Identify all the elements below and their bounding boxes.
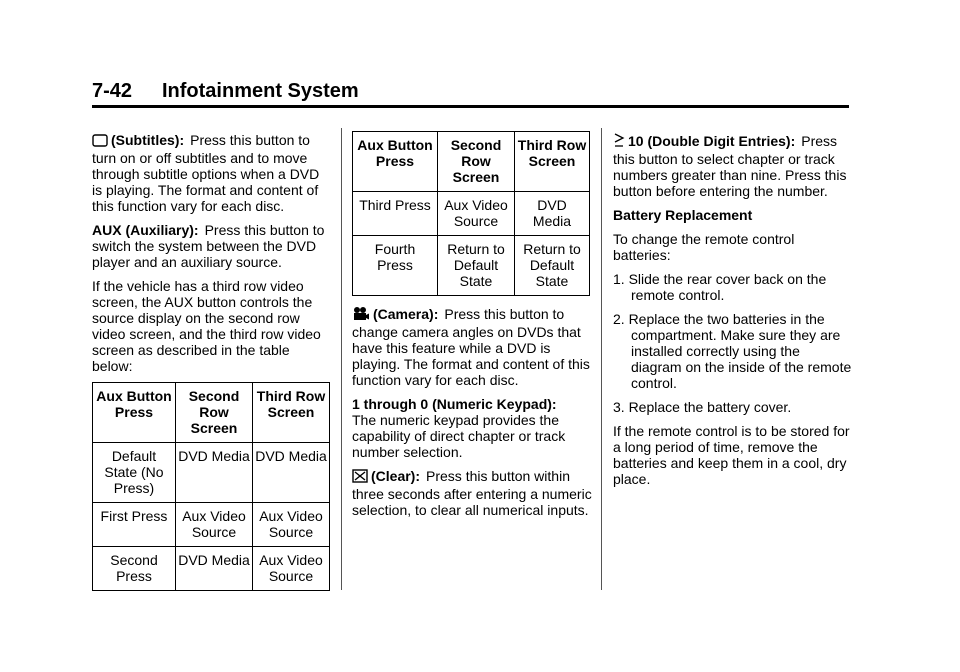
numeric-label: 1 through 0 (Numeric Keypad):	[352, 396, 557, 412]
aux-paragraph	[92, 222, 332, 270]
aux-label: AUX (Auxiliary):	[92, 222, 199, 238]
camera-paragraph	[352, 306, 592, 388]
table-cell: DVD Media	[253, 443, 330, 503]
table-row	[93, 547, 330, 591]
subtitles-text: Press this button to turn on or off subtitles and to move through subtitle options when a DVD is playing. The format and content of this function vary for each disc.	[92, 132, 320, 214]
camera-icon	[352, 306, 370, 324]
table-cell: DVD Media	[176, 443, 253, 503]
table-row	[353, 192, 590, 236]
subtitles-icon	[92, 134, 108, 150]
page-title: Infotainment System	[162, 80, 359, 102]
table-header-cell: Second Row Screen	[438, 132, 515, 192]
table-header-cell: Aux Button Press	[93, 383, 176, 443]
table-row	[93, 443, 330, 503]
column-divider-1	[341, 128, 342, 590]
table-row	[93, 503, 330, 547]
table-cell: Second Press	[93, 547, 176, 591]
column-2	[352, 131, 592, 526]
numeric-paragraph	[352, 396, 592, 460]
table-cell: Aux Video Source	[176, 503, 253, 547]
table-cell: First Press	[93, 503, 176, 547]
clear-label: (Clear):	[371, 468, 421, 484]
table-cell: Return to Default State	[515, 236, 590, 296]
table-cell: Third Press	[353, 192, 438, 236]
battery-intro: To change the remote control batteries:	[613, 231, 795, 263]
header-rule	[92, 105, 849, 108]
table-cell: Default State (No Press)	[93, 443, 176, 503]
double-digit-text: Press this button to select chapter or track numbers greater than nine. Press this button before entering the number.	[613, 133, 847, 199]
table-cell: Fourth Press	[353, 236, 438, 296]
table-cell: DVD Media	[176, 547, 253, 591]
double-digit-icon	[613, 132, 625, 151]
column-3	[613, 132, 853, 495]
numeric-text: The numeric keypad provides the capability of direct chapter or track number selection.	[352, 412, 566, 460]
table-cell: DVD Media	[515, 192, 590, 236]
camera-text: Press this button to change camera angles on DVDs that have this feature while a DVD is playing. The format and content of this function vary for each disc.	[352, 306, 590, 388]
page-number: 7-42	[92, 80, 133, 102]
subtitles-paragraph	[92, 132, 332, 214]
table-cell: Aux Video Source	[253, 503, 330, 547]
table-cell: Aux Video Source	[253, 547, 330, 591]
aux-text: Press this button to switch the system between the DVD player and an auxiliary source.	[92, 222, 325, 270]
table-header-cell: Aux Button Press	[353, 132, 438, 192]
storage-paragraph: If the remote control is to be stored for a long period of time, remove the batteries and keep them in a cool, dry place.	[613, 423, 850, 487]
table-header-row	[93, 383, 330, 443]
table-row	[353, 236, 590, 296]
aux-table-2	[352, 131, 590, 296]
table-header-cell: Second Row Screen	[176, 383, 253, 443]
table-header-cell: Third Row Screen	[253, 383, 330, 443]
double-digit-paragraph	[613, 132, 853, 199]
third-row-paragraph: If the vehicle has a third row video screen, the AUX button controls the source display on the second row video screen, and the third row video screen as described in the table below:	[92, 278, 321, 374]
list-item: 2. Replace the two batteries in the compartment. Make sure they are installed correctly using the diagram on the inside of the remote control.	[613, 311, 852, 391]
clear-text: Press this button within three seconds after entering a numeric selection, to clear all numerical inputs.	[352, 468, 592, 518]
battery-steps	[613, 271, 853, 415]
column-divider-2	[601, 128, 602, 590]
list-item: 1. Slide the rear cover back on the remote control.	[613, 271, 827, 303]
list-item: 3. Replace the battery cover.	[613, 399, 792, 415]
aux-table-1	[92, 382, 330, 591]
camera-label: (Camera):	[373, 306, 439, 322]
subtitles-label: (Subtitles):	[111, 132, 185, 148]
clear-paragraph	[352, 468, 592, 518]
column-1	[92, 132, 332, 601]
table-cell: Aux Video Source	[438, 192, 515, 236]
table-header-cell: Third Row Screen	[515, 132, 590, 192]
table-header-row	[353, 132, 590, 192]
page-header	[92, 80, 849, 106]
clear-icon	[352, 469, 368, 486]
double-digit-label: 10 (Double Digit Entries):	[628, 133, 796, 149]
table-cell: Return to Default State	[438, 236, 515, 296]
battery-heading: Battery Replacement	[613, 207, 753, 223]
